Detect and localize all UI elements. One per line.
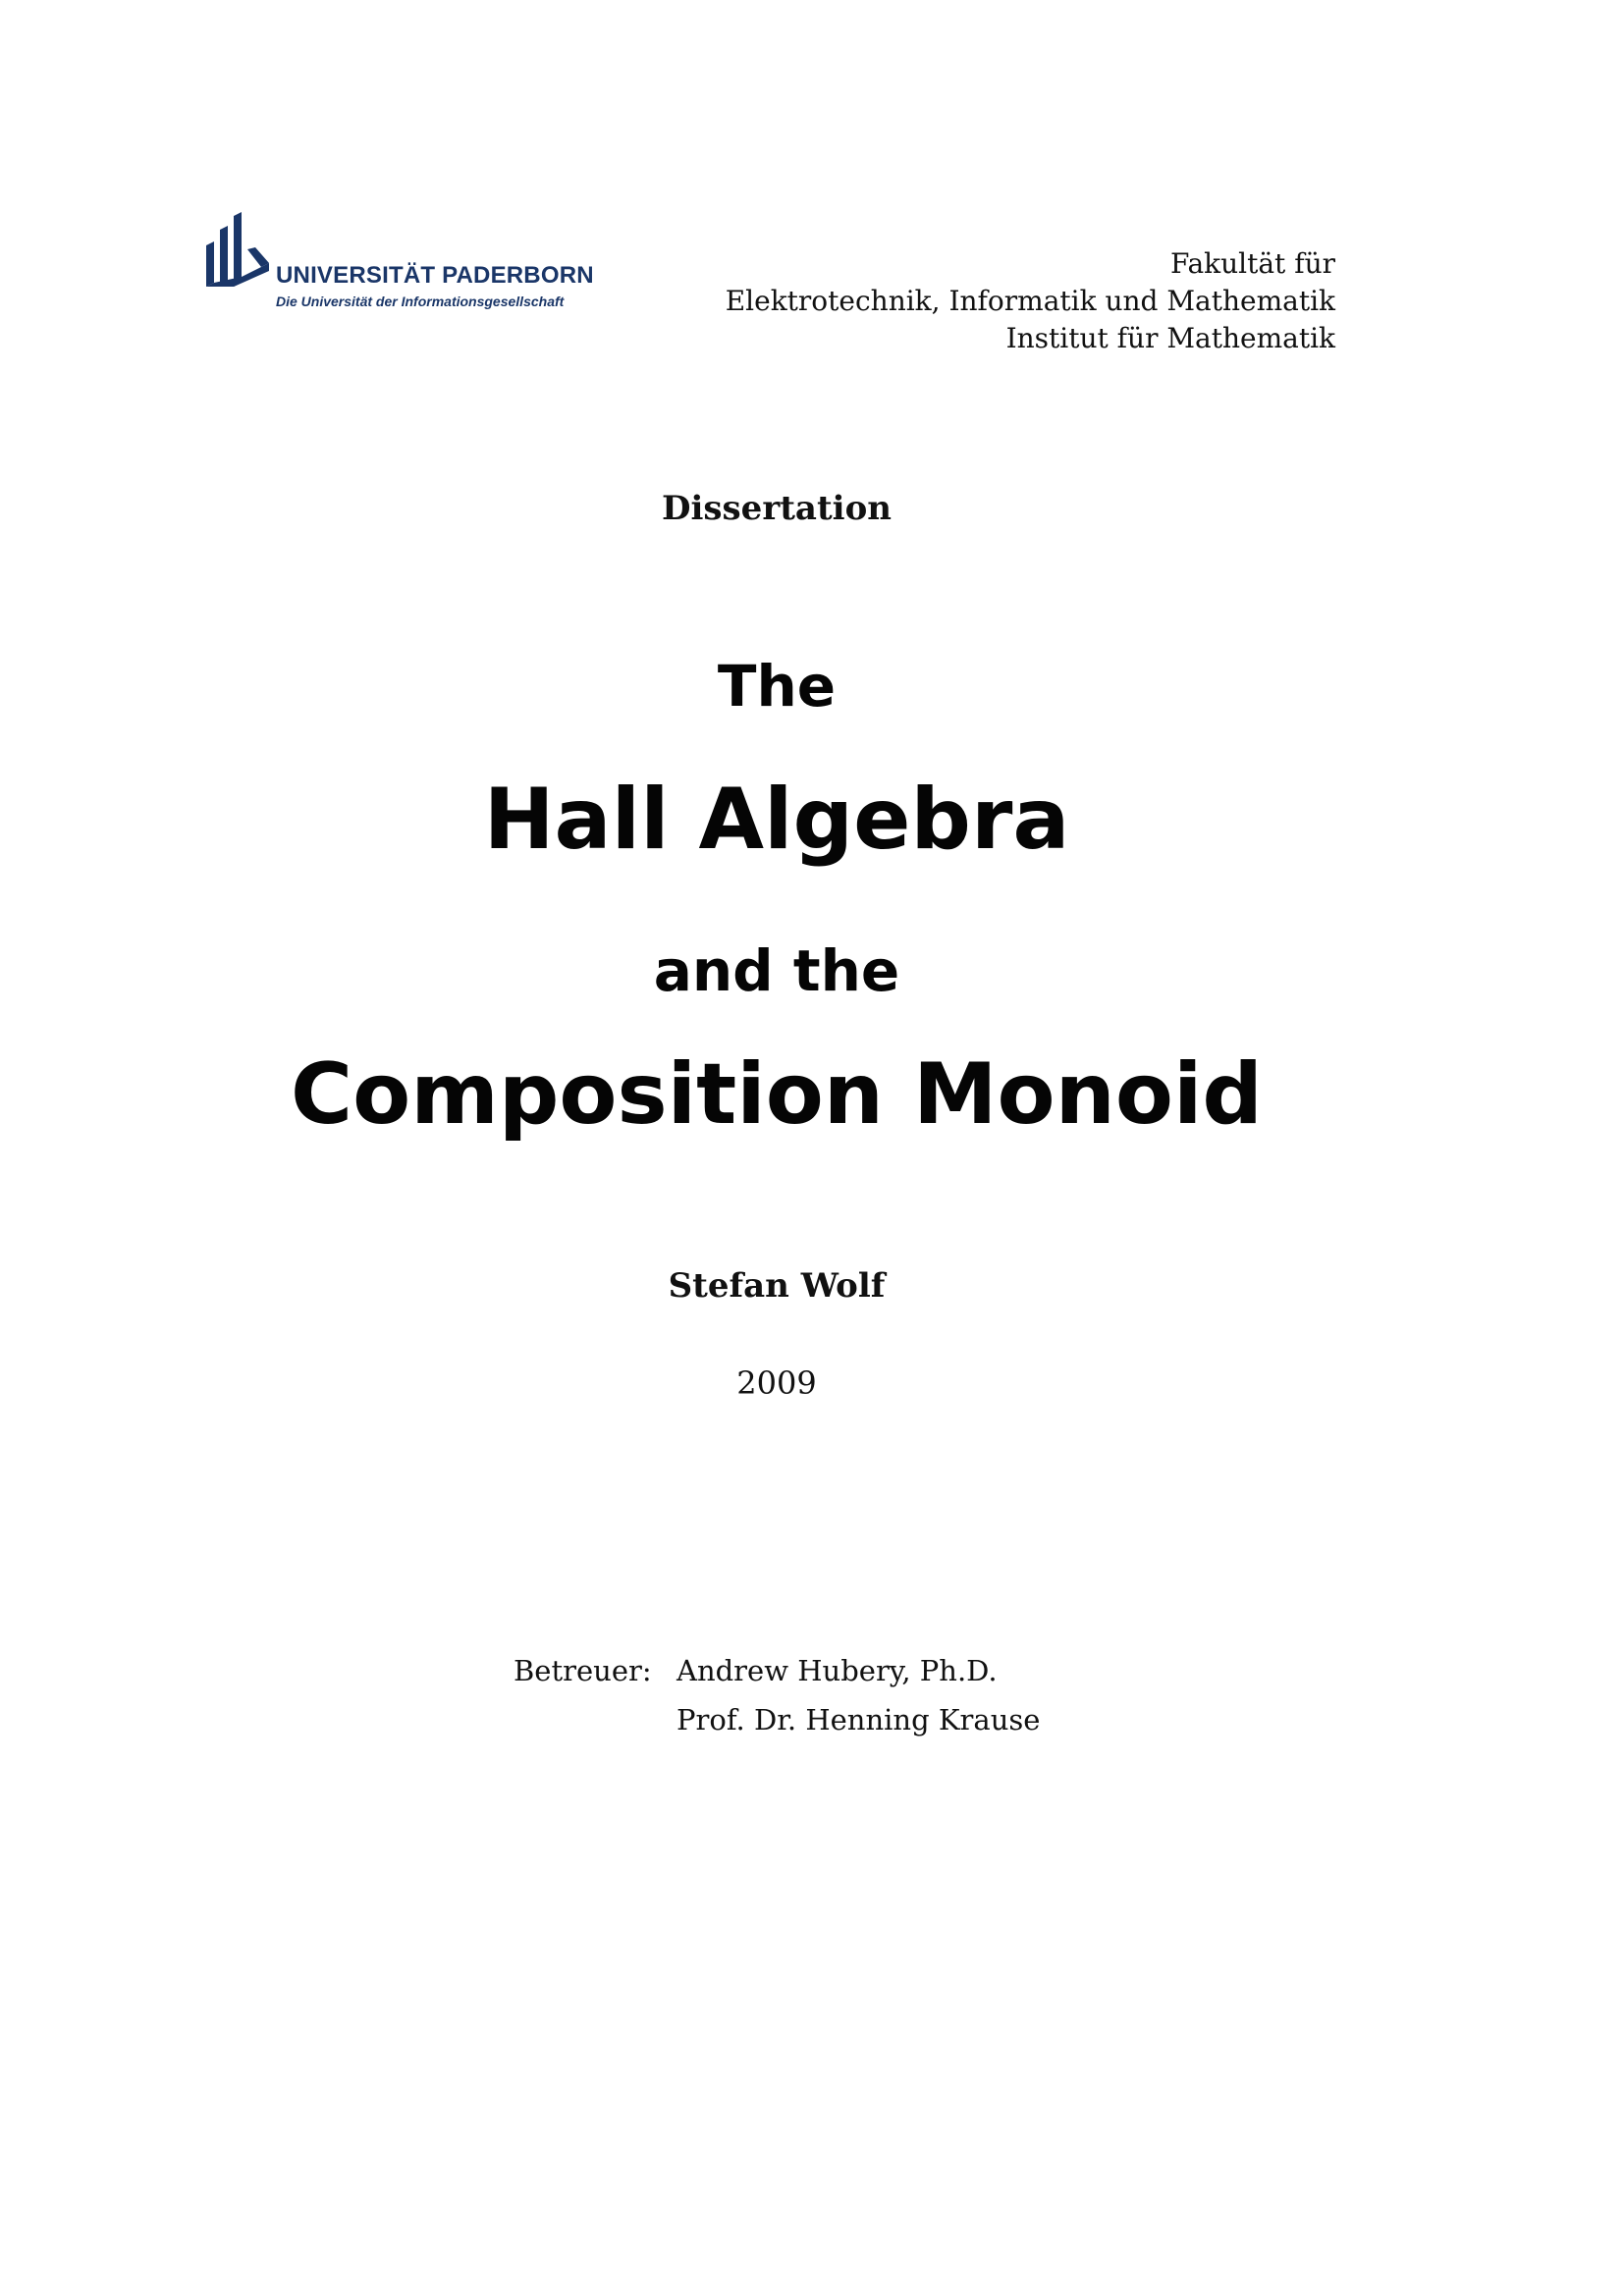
university-tagline: Die Universität der Informationsgesellschaft <box>276 294 565 309</box>
title-line-1: The <box>717 653 837 720</box>
publication-year: 2009 <box>736 1364 817 1402</box>
university-name: UNIVERSITÄT PADERBORN <box>276 262 594 289</box>
title-line-4: Composition Monoid <box>291 1045 1263 1144</box>
advisors-label: Betreuer: <box>514 1654 652 1687</box>
advisor-name: Andrew Hubery, Ph.D. <box>677 1654 998 1687</box>
faculty-line: Fakultät für <box>1169 247 1335 280</box>
faculty-line: Elektrotechnik, Informatik und Mathematik <box>725 285 1335 317</box>
title-line-3: and the <box>653 937 900 1004</box>
university-logo <box>204 208 607 316</box>
author-name: Stefan Wolf <box>668 1266 886 1306</box>
advisors-list <box>677 1646 1040 1744</box>
faculty-block <box>726 245 1335 357</box>
faculty-line: Institut für Mathematik <box>1005 322 1335 354</box>
document-type: Dissertation <box>662 489 892 528</box>
title-line-2: Hall Algebra <box>483 771 1070 869</box>
university-emblem-icon <box>204 208 275 289</box>
advisor-name: Prof. Dr. Henning Krause <box>677 1703 1041 1736</box>
